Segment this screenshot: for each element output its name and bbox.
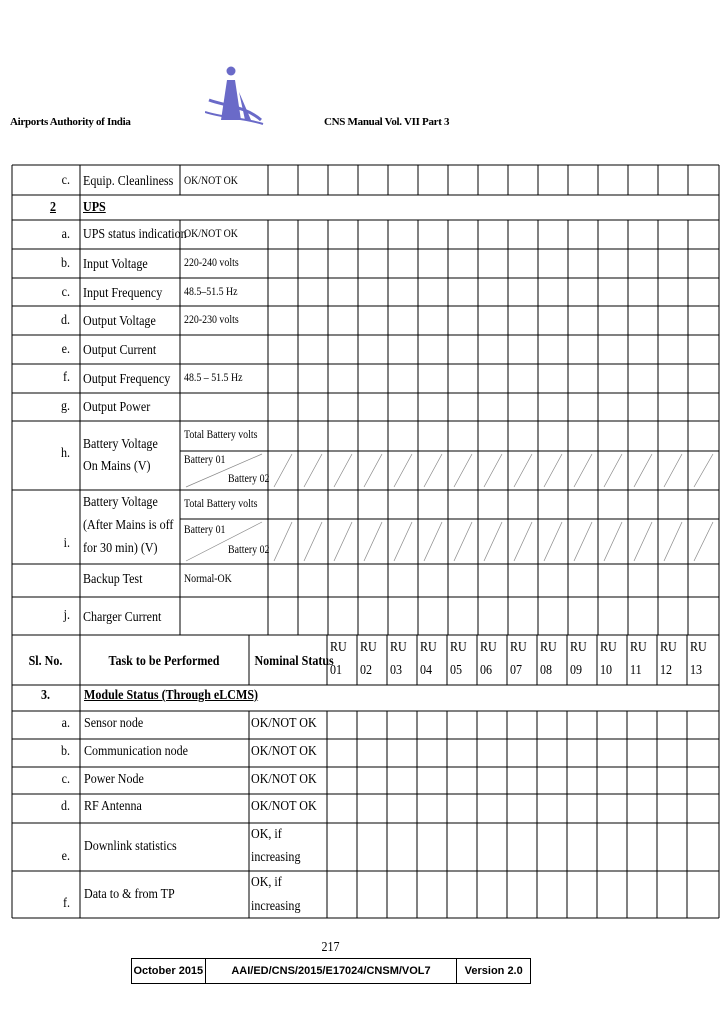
row-task-line: On Mains (V) (83, 459, 151, 474)
row-sl: c. (61, 173, 70, 188)
ru-column-number: 07 (510, 663, 523, 678)
row-task: Backup Test (83, 572, 143, 587)
ru-column-header: RU (330, 640, 347, 655)
header-organization: Airports Authority of India (10, 116, 131, 128)
section-title: UPS (83, 200, 106, 215)
row-task: Output Current (83, 343, 157, 358)
ru-column-number: 12 (660, 663, 673, 678)
row-task: Equip. Cleanliness (83, 174, 174, 189)
row-task: Output Voltage (83, 314, 156, 329)
row-nominal-total: Total Battery volts (184, 429, 258, 441)
ru-column-number: 04 (420, 663, 433, 678)
row-task: Sensor node (84, 716, 144, 731)
row-sl: d. (60, 313, 70, 328)
ru-column-header: RU (360, 640, 377, 655)
ru-column-header: RU (570, 640, 587, 655)
row-sl: d. (60, 799, 70, 814)
row-task: Data to & from TP (84, 887, 175, 902)
footer-doc-id: AAI/ED/CNS/2015/E17024/CNSM/VOL7 (206, 959, 458, 983)
header-sl-no: Sl. No. (28, 654, 63, 669)
row-task-line: Battery Voltage (83, 437, 158, 452)
row-sl: c. (61, 285, 70, 300)
row-task-line: (After Mains is off (83, 518, 174, 533)
row-task: Charger Current (83, 610, 162, 625)
ru-column-header: RU (450, 640, 467, 655)
section-number: 2 (49, 200, 56, 215)
row-nominal-total: Total Battery volts (184, 498, 258, 510)
ru-column-header: RU (540, 640, 557, 655)
section-number: 3. (40, 688, 51, 703)
row-nominal-line: OK, if (251, 875, 282, 890)
row-nominal: 48.5–51.5 Hz (184, 286, 238, 298)
ru-column-number: 11 (630, 663, 642, 678)
ru-column-header: RU (690, 640, 707, 655)
row-sl: a. (61, 716, 70, 731)
ru-column-header: RU (480, 640, 497, 655)
row-sl: b. (60, 256, 70, 271)
ru-column-header: RU (390, 640, 407, 655)
footer-box (131, 958, 531, 984)
row-sl: f. (62, 370, 70, 385)
row-task: UPS status indication (83, 227, 187, 242)
row-task: RF Antenna (84, 799, 142, 814)
row-nominal-line: increasing (251, 899, 301, 914)
ru-column-number: 05 (450, 663, 463, 678)
row-sl: g. (60, 399, 70, 414)
row-sl: f. (62, 896, 70, 911)
row-sl: b. (60, 744, 70, 759)
ru-column-header: RU (630, 640, 647, 655)
row-nominal: Normal-OK (184, 573, 232, 585)
ru-column-number: 08 (540, 663, 553, 678)
row-task: Output Frequency (83, 372, 171, 387)
footer-version: Version 2.0 (464, 965, 523, 977)
row-nominal: 220-240 volts (184, 257, 239, 269)
row-sl: i. (63, 536, 70, 551)
ru-column-header: RU (660, 640, 677, 655)
row-nominal: OK/NOT OK (251, 744, 317, 759)
row-task: Output Power (83, 400, 151, 415)
header-manual-title: CNS Manual Vol. VII Part 3 (324, 116, 450, 128)
ru-column-header: RU (510, 640, 527, 655)
row-task: Downlink statistics (84, 839, 177, 854)
footer-date: October 2015 (132, 959, 206, 983)
row-nominal-battery2: Battery 02 (228, 473, 270, 485)
row-nominal-line: OK, if (251, 827, 282, 842)
ru-column-number: 02 (360, 663, 373, 678)
ru-column-number: 10 (600, 663, 613, 678)
row-sl: h. (60, 446, 70, 461)
row-nominal-battery1: Battery 01 (184, 524, 226, 536)
row-nominal-battery2: Battery 02 (228, 544, 270, 556)
row-sl: e. (61, 342, 70, 357)
row-nominal: 48.5 – 51.5 Hz (184, 372, 243, 384)
row-nominal: OK/NOT OK (251, 772, 317, 787)
row-nominal: OK/NOT OK (251, 799, 317, 814)
section-title: Module Status (Through eLCMS) (84, 688, 259, 703)
row-nominal: OK/NOT OK (251, 716, 317, 731)
row-sl: c. (61, 772, 70, 787)
row-nominal-line: increasing (251, 850, 301, 865)
ru-column-number: 06 (480, 663, 493, 678)
header-task: Task to be Performed (108, 654, 220, 669)
row-task: Input Voltage (83, 257, 148, 272)
row-nominal-battery1: Battery 01 (184, 454, 226, 466)
row-task: Power Node (84, 772, 144, 787)
row-task: Input Frequency (83, 286, 163, 301)
ru-column-number: 09 (570, 663, 583, 678)
ru-column-number: 03 (390, 663, 403, 678)
row-sl: e. (61, 849, 70, 864)
ru-column-header: RU (420, 640, 437, 655)
ru-column-header: RU (600, 640, 617, 655)
page-number: 217 (321, 940, 340, 955)
row-nominal: OK/NOT OK (184, 175, 238, 187)
row-sl: j. (63, 608, 70, 623)
row-nominal: 220-230 volts (184, 314, 239, 326)
row-task: Communication node (84, 744, 189, 759)
ru-column-number: 13 (690, 663, 703, 678)
row-nominal: OK/NOT OK (184, 228, 238, 240)
header-nominal-status: Nominal Status (254, 654, 334, 669)
row-task-line: for 30 min) (V) (83, 541, 158, 556)
row-task-line: Battery Voltage (83, 495, 158, 510)
ru-column-number: 01 (330, 663, 343, 678)
row-sl: a. (61, 227, 70, 242)
